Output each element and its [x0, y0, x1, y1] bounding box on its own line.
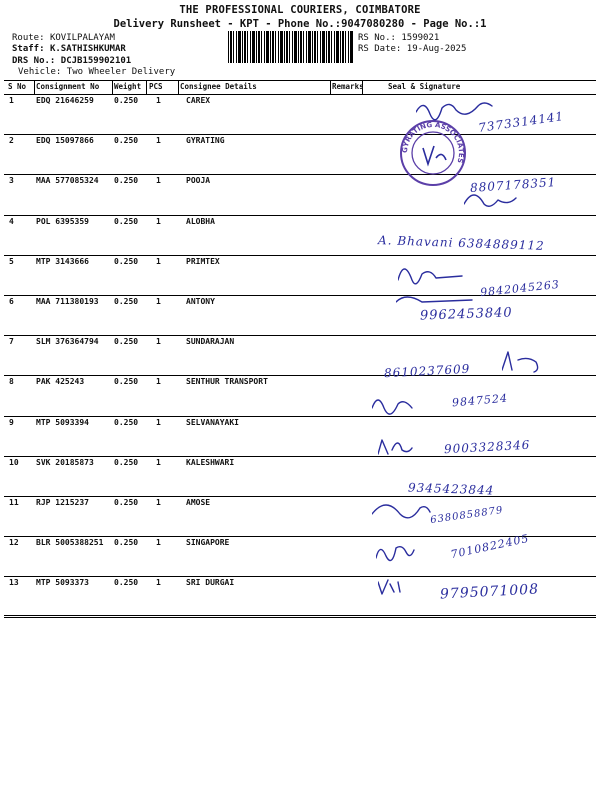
row-divider	[4, 255, 596, 256]
barcode	[228, 31, 354, 63]
cell-weight: 0.250	[114, 96, 139, 105]
row-divider	[4, 617, 596, 618]
handwritten-note: 6380858879	[429, 504, 505, 527]
route-line	[12, 33, 115, 43]
cell-consignment: EDQ 15097866	[36, 136, 94, 146]
cell-weight: 0.250	[114, 377, 139, 387]
cell-consignment: POL 6395359	[36, 216, 89, 226]
route-value: KOVILPALAYAM	[49, 33, 115, 43]
cell-consignee: KALESHWARI	[186, 457, 235, 467]
cell-weight: 0.250	[114, 498, 139, 507]
handwritten-note: 9795071008	[439, 581, 540, 603]
cell-consignee: ALOBHA	[186, 216, 215, 226]
cell-sno: 4	[9, 216, 14, 226]
cell-sno: 1	[9, 96, 14, 105]
col-header-consignee: Consignee Details	[180, 82, 257, 91]
cell-consignment: MTP 3143666	[36, 256, 89, 266]
cell-consignment: EDQ 21646259	[36, 96, 94, 105]
signature-scribble	[396, 290, 486, 320]
handwritten-note: 7373314141	[477, 109, 565, 135]
handwritten-note: 9003328346	[443, 437, 531, 457]
handwritten-note: 9847524	[451, 391, 509, 410]
cell-sno: 13	[9, 578, 19, 588]
signature-scribble	[372, 498, 462, 528]
staff-line	[12, 44, 126, 54]
cell-weight: 0.250	[114, 417, 139, 427]
rs-no-label: RS No.:	[358, 33, 396, 43]
row-divider	[4, 456, 596, 457]
cell-consignee: SENTHUR TRANSPORT	[186, 377, 268, 387]
cell-consignment: MAA 577085324	[36, 176, 99, 186]
vehicle-label: Vehicle:	[18, 67, 62, 77]
drs-label: DRS No.:	[12, 56, 56, 66]
handwritten-note: 9345423844	[407, 480, 495, 498]
cell-consignee: SRI DURGAI	[186, 578, 235, 588]
cell-consignment: SVK 20185873	[36, 457, 94, 467]
row-divider	[4, 496, 596, 497]
cell-pcs: 1	[156, 136, 161, 146]
signature-scribble	[378, 578, 468, 608]
seal-text: GYRATING ASSOCIATES	[400, 120, 466, 164]
cell-consignee: GYRATING	[186, 136, 225, 146]
signature-scribble	[416, 100, 506, 130]
cell-sno: 5	[9, 256, 14, 266]
cell-pcs: 1	[156, 176, 161, 186]
cell-pcs: 1	[156, 96, 161, 105]
row-divider	[4, 576, 596, 577]
col-sep	[178, 80, 179, 94]
cell-sno: 2	[9, 136, 14, 146]
cell-weight: 0.250	[114, 538, 139, 548]
rs-date-line	[358, 44, 466, 54]
col-header-consignment: Consignment No	[36, 82, 100, 91]
cell-sno: 9	[9, 417, 14, 427]
handwritten-note: 7010822405	[449, 531, 531, 562]
rs-no-line	[358, 33, 439, 43]
row-divider	[4, 416, 596, 417]
col-sep	[330, 80, 331, 94]
cell-consignment: BLR 5005388251	[36, 538, 104, 548]
cell-weight: 0.250	[114, 578, 139, 588]
vehicle-line	[18, 67, 175, 77]
cell-consignee: CAREX	[186, 96, 211, 105]
cell-sno: 8	[9, 377, 14, 387]
cell-weight: 0.250	[114, 216, 139, 226]
cell-sno: 12	[9, 538, 19, 548]
col-sep	[146, 80, 147, 94]
cell-consignment: PAK 425243	[36, 377, 85, 387]
col-header-pcs: PCS	[149, 82, 163, 91]
handwritten-note: 9842045263	[479, 277, 561, 300]
col-header-weight: Weight	[114, 82, 142, 91]
cell-consignment: RJP 1215237	[36, 498, 89, 507]
cell-consignment: SLM 376364794	[36, 337, 99, 347]
staff-label: Staff:	[12, 44, 45, 54]
cell-pcs: 1	[156, 498, 161, 507]
cell-weight: 0.250	[114, 136, 139, 146]
document-subtitle: Delivery Runsheet - KPT - Phone No.:9047080280 - Page No.:1	[113, 18, 487, 30]
cell-weight: 0.250	[114, 176, 139, 186]
cell-pcs: 1	[156, 417, 161, 427]
cell-sno: 3	[9, 176, 14, 186]
drs-line	[12, 56, 131, 66]
signature-scribble	[376, 540, 466, 570]
handwritten-note: A. Bhavani 6384889112	[377, 233, 545, 253]
cell-consignee: SINGAPORE	[186, 538, 230, 548]
row-divider	[4, 134, 596, 135]
cell-sno: 10	[9, 457, 19, 467]
cell-weight: 0.250	[114, 256, 139, 266]
cell-pcs: 1	[156, 377, 161, 387]
row-divider	[4, 174, 596, 175]
cell-pcs: 1	[156, 216, 161, 226]
cell-consignment: MTP 5093394	[36, 417, 89, 427]
cell-weight: 0.250	[114, 337, 139, 347]
route-label: Route:	[12, 33, 45, 43]
cell-consignment: MAA 711380193	[36, 297, 99, 306]
col-header-signature: Seal & Signature	[388, 82, 461, 91]
rs-date-value: 19-Aug-2025	[406, 44, 467, 54]
cell-consignee: SELVANAYAKI	[186, 417, 239, 427]
cell-pcs: 1	[156, 297, 161, 306]
cell-consignee: PRIMTEX	[186, 256, 220, 266]
cell-consignee: AMOSE	[186, 498, 211, 507]
signature-scribble	[378, 438, 468, 468]
staff-value: K.SATHISHKUMAR	[49, 44, 126, 54]
cell-weight: 0.250	[114, 457, 139, 467]
cell-pcs: 1	[156, 538, 161, 548]
signature-scribble	[398, 262, 488, 292]
cell-pcs: 1	[156, 578, 161, 588]
signature-scribble	[502, 350, 592, 380]
cell-consignee: SUNDARAJAN	[186, 337, 235, 347]
handwritten-note: 8610237609	[383, 361, 471, 381]
row-divider	[4, 335, 596, 336]
cell-sno: 6	[9, 297, 14, 306]
cell-sno: 7	[9, 337, 14, 347]
vehicle-value: Two Wheeler Delivery	[66, 67, 176, 77]
col-header-sno: S No	[8, 82, 27, 91]
col-sep	[34, 80, 35, 94]
cell-pcs: 1	[156, 256, 161, 266]
signature-scribble	[372, 392, 462, 422]
cell-consignee: ANTONY	[186, 297, 215, 306]
handwritten-note: 9962453840	[419, 305, 513, 324]
header-rule	[4, 94, 596, 95]
drs-value: DCJB159902101	[60, 56, 132, 66]
rs-date-label: RS Date:	[358, 44, 402, 54]
cell-consignee: POOJA	[186, 176, 211, 186]
signature-scribble	[464, 190, 554, 220]
document-title: THE PROFESSIONAL COURIERS, COIMBATORE	[179, 4, 421, 16]
cell-pcs: 1	[156, 337, 161, 347]
cell-consignment: MTP 5093373	[36, 578, 89, 588]
cell-pcs: 1	[156, 457, 161, 467]
handwritten-note: 8807178351	[469, 175, 557, 195]
col-sep	[112, 80, 113, 94]
rs-no-value: 1599021	[401, 33, 440, 43]
cell-sno: 11	[9, 498, 19, 507]
cell-weight: 0.250	[114, 297, 139, 306]
col-header-remarks: Remarks	[332, 82, 364, 91]
